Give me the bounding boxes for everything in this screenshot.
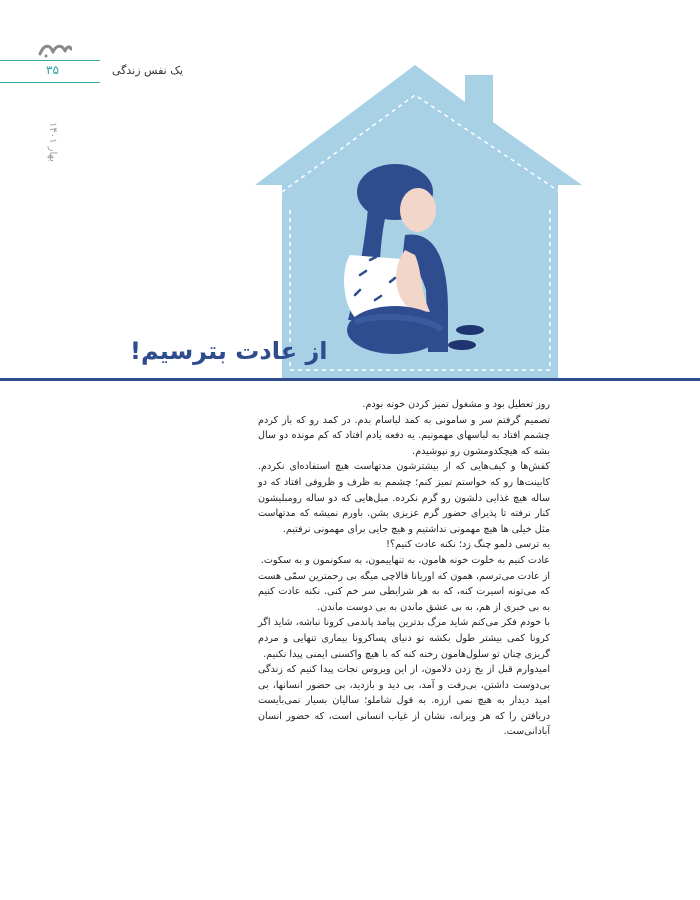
article-paragraph: از عادت می‌ترسم، همون که اوریانا فالاچی میگه بی رحمترین سمّی هست که می‌تونه اسیرت کنه، که به هر شرایطی سر خم کنی. نکنه عادت کنیم به بی خبری از هم، به بی عشق ماندن به بی دوست ماندن. [258, 570, 550, 613]
article-paragraph: با خودم فکر می‌کنم شاید مرگ بدترین پیامد پاندمی کرونا نباشه، شاید اگر کرونا کمی بیشتر طول بکشه تو دنیای پساکرونا بیماری تنهایی و مردم گریزی چنان تو سلول‌هامون رخنه کنه که با هیچ واکسنی ایمنی پیدا نکنیم. [258, 617, 550, 660]
magazine-logo-icon [38, 40, 72, 58]
header-rule [0, 82, 100, 83]
article-title: از عادت بترسیم! [130, 337, 328, 365]
article-paragraph: روز تعطیل بود و مشغول تمیز کردن خونه بودم. [362, 399, 550, 410]
article-paragraph: یه ترسی دلمو چنگ زد؛ نکنه عادت کنیم؟! [386, 539, 550, 551]
article-paragraph: تصمیم گرفتم سر و سامونی به کمد لباسام بدم. در کمد رو که باز کردم چشمم افتاد به لباسهای مهمونیم. یه دفعه یادم افتاد که کم مونده دو سال بشه که هیچکدومشون رو نپوشیدم. [258, 414, 550, 457]
section-label: یک نفس زندگی [112, 64, 184, 77]
article-paragraph: امیدوارم قبل از یخ زدن دلامون، از این ویروس نجات پیدا کنیم که زندگی بی‌دوست داشتن، بی‌رفت و آمد، بی دید و بازدید، بی حضور انسانها، بی امید دیدار به هیچ نمی ارزه. به قول شاملو؛ سالیان بسیار نمی‌بایست دریافتن را که هر ویرانه، نشان از غیاب انسانی است، که حضور انسان آبادانی‌ست. [258, 664, 550, 738]
article-paragraph: عادت کنیم به خلوت خونه هامون، به تنهاییمون، به سکونمون و به سکوت. [260, 554, 550, 566]
article-paragraph: کفش‌ها و کیف‌هایی که از بیشترشون مدتهاست هیچ استفاده‌ای نکردم. کابینت‌ها رو که خواستم تمیز کنم؛ چشمم به ظرف و ظروفی افتاد که دو ساله هیچ غذایی دلشون رو گرم نکرده. مبل‌هایی که دو ساله رومبلیشون کنار نرفته تا پذیرای حضور گرم عزیزی بشن. باورم نمیشه که مدتهاست مثل خیلی ها هیچ مهمونی نداشتیم و هیچ جایی برای مهمونی نرفتیم. [258, 461, 550, 535]
house-illustration [230, 60, 600, 380]
issue-date: بهار ۱۴۰۱ [47, 122, 58, 162]
header-top-rule [0, 60, 100, 61]
article-body [258, 397, 550, 740]
page-number: ۳۵ [46, 63, 59, 77]
title-underline-rule [0, 378, 700, 381]
